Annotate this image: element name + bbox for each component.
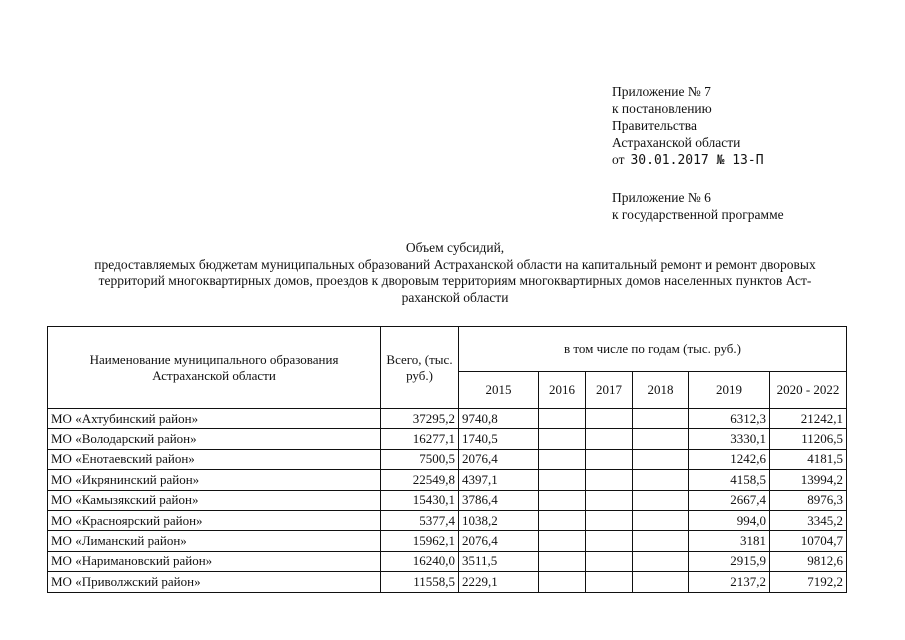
header-year-2016: 2016 bbox=[539, 372, 586, 409]
cell-name: МО «Енотаевский район» bbox=[48, 449, 381, 469]
date-stamp: 30.01.2017 № 13-П bbox=[630, 153, 764, 168]
cell-2018 bbox=[633, 531, 689, 551]
cell-name: МО «Наримановский район» bbox=[48, 551, 381, 571]
appendix-7-line2: к постановлению bbox=[612, 101, 712, 116]
header-name: Наименование муниципального образования Астраханской области bbox=[48, 327, 381, 409]
cell-2017 bbox=[586, 572, 633, 592]
cell-2019: 3330,1 bbox=[689, 429, 770, 449]
cell-2020-2022: 21242,1 bbox=[770, 409, 847, 429]
cell-name: МО «Камызякский район» bbox=[48, 490, 381, 510]
cell-2016 bbox=[539, 551, 586, 571]
cell-2018 bbox=[633, 510, 689, 530]
table-header-row bbox=[48, 327, 847, 372]
cell-2019: 1242,6 bbox=[689, 449, 770, 469]
cell-2019: 2137,2 bbox=[689, 572, 770, 592]
cell-2018 bbox=[633, 470, 689, 490]
cell-2017 bbox=[586, 510, 633, 530]
cell-total: 5377,4 bbox=[381, 510, 459, 530]
header-years: в том числе по годам (тыс. руб.) bbox=[459, 327, 847, 372]
cell-total: 22549,8 bbox=[381, 470, 459, 490]
cell-total: 37295,2 bbox=[381, 409, 459, 429]
cell-2017 bbox=[586, 531, 633, 551]
cell-2016 bbox=[539, 572, 586, 592]
cell-2019: 994,0 bbox=[689, 510, 770, 530]
header-year-2017: 2017 bbox=[586, 372, 633, 409]
table-row bbox=[48, 449, 847, 469]
cell-2015: 2229,1 bbox=[459, 572, 539, 592]
cell-2016 bbox=[539, 470, 586, 490]
cell-2019: 2915,9 bbox=[689, 551, 770, 571]
appendix-6-block bbox=[612, 189, 784, 223]
cell-total: 16240,0 bbox=[381, 551, 459, 571]
title-line1: Объем субсидий, bbox=[405, 240, 505, 255]
cell-2020-2022: 9812,6 bbox=[770, 551, 847, 571]
cell-name: МО «Приволжский район» bbox=[48, 572, 381, 592]
cell-2015: 1740,5 bbox=[459, 429, 539, 449]
cell-2015: 3786,4 bbox=[459, 490, 539, 510]
header-year-2018: 2018 bbox=[633, 372, 689, 409]
cell-2015: 4397,1 bbox=[459, 470, 539, 490]
cell-2020-2022: 11206,5 bbox=[770, 429, 847, 449]
table-row bbox=[48, 572, 847, 592]
header-year-2020-2022: 2020 - 2022 bbox=[770, 372, 847, 409]
cell-total: 15430,1 bbox=[381, 490, 459, 510]
cell-total: 16277,1 bbox=[381, 429, 459, 449]
cell-2015: 9740,8 bbox=[459, 409, 539, 429]
cell-2020-2022: 7192,2 bbox=[770, 572, 847, 592]
cell-2016 bbox=[539, 429, 586, 449]
cell-2019: 4158,5 bbox=[689, 470, 770, 490]
cell-2015: 1038,2 bbox=[459, 510, 539, 530]
table-row bbox=[48, 551, 847, 571]
cell-2020-2022: 10704,7 bbox=[770, 531, 847, 551]
appendix-6-line2: к государственной программе bbox=[612, 207, 784, 222]
cell-name: МО «Ахтубинский район» bbox=[48, 409, 381, 429]
header-year-2019: 2019 bbox=[689, 372, 770, 409]
cell-name: МО «Красноярский район» bbox=[48, 510, 381, 530]
table-row bbox=[48, 531, 847, 551]
title-line3: территорий многоквартирных домов, проездов к дворовым территориям многоквартирных домов населенных пунктов Аст- bbox=[98, 273, 812, 288]
header-total: Всего, (тыс. руб.) bbox=[381, 327, 459, 409]
cell-2017 bbox=[586, 551, 633, 571]
appendix-7-block bbox=[612, 83, 764, 169]
appendix-7-line3: Правительства bbox=[612, 118, 697, 133]
cell-total: 11558,5 bbox=[381, 572, 459, 592]
table-row bbox=[48, 510, 847, 530]
cell-2020-2022: 3345,2 bbox=[770, 510, 847, 530]
cell-2020-2022: 4181,5 bbox=[770, 449, 847, 469]
header-year-2015: 2015 bbox=[459, 372, 539, 409]
table-row bbox=[48, 490, 847, 510]
cell-2018 bbox=[633, 429, 689, 449]
cell-2015: 3511,5 bbox=[459, 551, 539, 571]
cell-2017 bbox=[586, 490, 633, 510]
cell-2018 bbox=[633, 409, 689, 429]
cell-2018 bbox=[633, 490, 689, 510]
cell-total: 15962,1 bbox=[381, 531, 459, 551]
cell-2016 bbox=[539, 409, 586, 429]
cell-name: МО «Лиманский район» bbox=[48, 531, 381, 551]
cell-2020-2022: 8976,3 bbox=[770, 490, 847, 510]
document-title bbox=[40, 240, 870, 306]
cell-2019: 3181 bbox=[689, 531, 770, 551]
date-prefix: от bbox=[612, 152, 625, 167]
cell-2018 bbox=[633, 449, 689, 469]
table-row bbox=[48, 470, 847, 490]
cell-2015: 2076,4 bbox=[459, 449, 539, 469]
cell-name: МО «Икрянинский район» bbox=[48, 470, 381, 490]
cell-2019: 6312,3 bbox=[689, 409, 770, 429]
cell-total: 7500,5 bbox=[381, 449, 459, 469]
appendix-7-line1: Приложение № 7 bbox=[612, 84, 711, 99]
table-row bbox=[48, 409, 847, 429]
cell-2020-2022: 13994,2 bbox=[770, 470, 847, 490]
cell-2017 bbox=[586, 429, 633, 449]
cell-2016 bbox=[539, 531, 586, 551]
cell-2016 bbox=[539, 510, 586, 530]
appendix-7-line4: Астраханской области bbox=[612, 135, 741, 150]
cell-2018 bbox=[633, 551, 689, 571]
cell-2016 bbox=[539, 449, 586, 469]
cell-name: МО «Володарский район» bbox=[48, 429, 381, 449]
appendix-7-date-line bbox=[612, 151, 764, 169]
cell-2017 bbox=[586, 409, 633, 429]
cell-2015: 2076,4 bbox=[459, 531, 539, 551]
subsidies-table bbox=[47, 326, 847, 593]
cell-2019: 2667,4 bbox=[689, 490, 770, 510]
cell-2016 bbox=[539, 490, 586, 510]
cell-2017 bbox=[586, 470, 633, 490]
title-line4: раханской области bbox=[401, 289, 509, 305]
title-line2: предоставляемых бюджетам муниципальных образований Астраханской области на капитальный ремонт и ремонт дворовых bbox=[94, 256, 816, 272]
table-row bbox=[48, 429, 847, 449]
cell-2018 bbox=[633, 572, 689, 592]
appendix-6-line1: Приложение № 6 bbox=[612, 190, 711, 205]
cell-2017 bbox=[586, 449, 633, 469]
